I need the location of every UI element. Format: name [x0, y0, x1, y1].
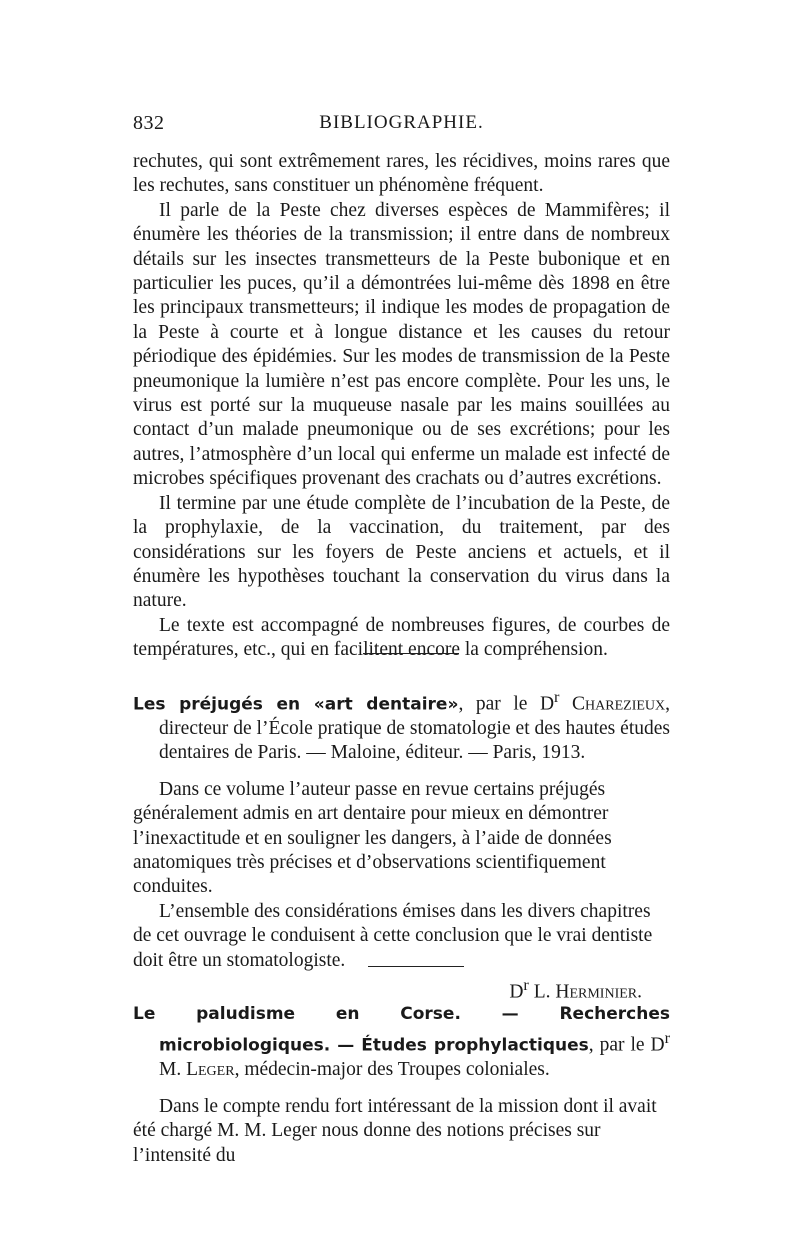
signature-name: Herminier.: [555, 981, 642, 1003]
publication-details: , directeur de l’École pratique de stomatologie et des hautes études dentaires de Paris. — Maloine, éditeur. — Paris, 1913.: [159, 693, 671, 764]
bibliography-entry: [133, 685, 670, 1005]
publication-details: , médecin-major des Troupes coloniales.: [234, 1059, 550, 1081]
book-title: Les préjugés en «art dentaire»: [133, 694, 459, 715]
signature-sup: r: [523, 975, 529, 994]
signature-initial: L.: [528, 981, 556, 1003]
continued-review: [133, 150, 670, 663]
author-prefix: , par le D: [588, 1034, 665, 1056]
book-title: Le paludisme en Corse. — Recherches microbiologiques. — Études prophylactiques: [133, 1004, 670, 1056]
signature-prefix: D: [509, 981, 524, 1003]
section-divider: [368, 966, 464, 967]
reviewer-signature: [133, 973, 670, 1005]
section-divider: [363, 653, 459, 654]
page-number: 832: [133, 112, 165, 134]
paragraph: L’ensemble des considérations émises dans les divers chapitres de cet ouvrage le conduisent à cette conclusion que le vrai dentiste doit être un stomatologiste.: [133, 900, 653, 971]
author-title-sup: r: [664, 1029, 670, 1048]
author-name: Leger: [186, 1059, 235, 1081]
page-header: [133, 112, 670, 142]
author-title-sup: r: [554, 688, 560, 706]
entry-heading: [133, 685, 670, 766]
author-initial: M.: [159, 1059, 187, 1081]
author-name: Charezieux: [572, 693, 666, 715]
paragraph: Il parle de la Peste chez diverses espèces de Mammifères; il énumère les théories de la transmission; il entre dans de nombreux détails sur les insectes transmetteurs de la Peste bubonique et en particulier les puces, qu’il a démontrées lui-même dès 1898 en être les principaux transmetteurs; il indique les modes de propagation de la Peste à courte et à longue distance et les causes du retour périodique des épidémies. Sur les modes de transmission de la Peste pneumonique la lumière n’est pas encore complète. Pour les uns, le virus est porté sur la muqueuse nasale par les mains souillées au contact d’un malade pneumonique ou de ses excrétions; pour les autres, l’atmosphère d’un local qui enferme un malade est infecté de microbes spécifiques provenant des crachats ou d’autres excrétions.: [133, 199, 670, 490]
paragraph: Dans le compte rendu fort intéressant de la mission dont il avait été chargé M. M. Leger nous donne des notions précises sur l’intensité du: [133, 1095, 657, 1166]
paragraph: Le texte est accompagné de nombreuses figures, de courbes de températures, etc., qui en facilitent encore la compréhension.: [133, 614, 670, 661]
paragraph: Il termine par une étude complète de l’incubation de la Peste, de la prophylaxie, de la vaccination, du traitement, par des considérations sur les foyers de Peste anciens et actuels, et il énumère les hypothèses touchant la conservation du virus dans la nature.: [133, 492, 670, 612]
author-prefix: , par le D: [458, 693, 555, 715]
bibliography-entry: [133, 1002, 670, 1168]
running-title: BIBLIOGRAPHIE.: [319, 112, 484, 133]
paragraph: rechutes, qui sont extrêmement rares, les récidives, moins rares que les rechutes, sans constituer un phénomène fréquent.: [133, 151, 670, 197]
entry-heading: [133, 1002, 670, 1083]
paragraph: Dans ce volume l’auteur passe en revue certains préjugés généralement admis en art dentaire pour mieux en démontrer l’inexactitude et en souligner les dangers, à l’aide de données anatomiques très précises et d’observations scientifiquement conduites.: [133, 778, 612, 898]
